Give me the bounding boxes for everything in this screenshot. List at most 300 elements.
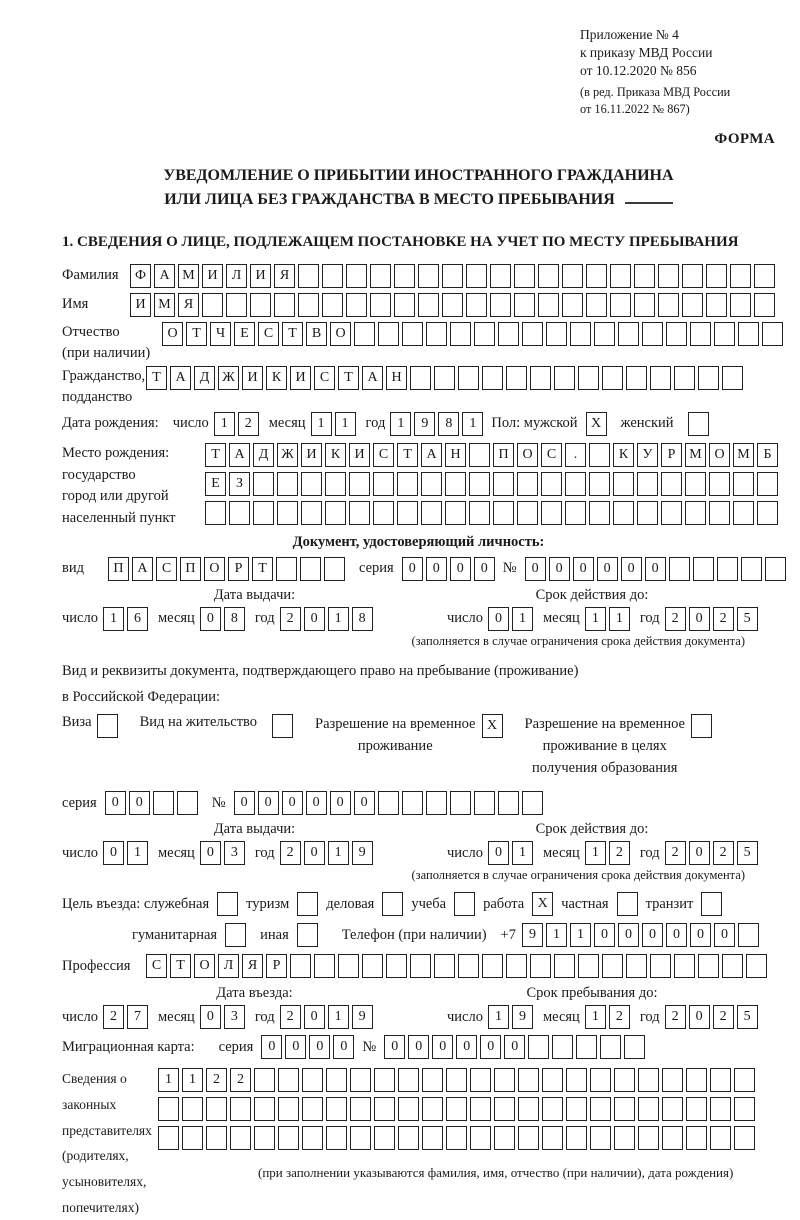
birthplace-char-cell[interactable] bbox=[541, 501, 562, 525]
birthplace-char-cell[interactable]: Н bbox=[445, 443, 466, 467]
surname-char-cell[interactable]: Ф bbox=[130, 264, 151, 288]
birth-day-cell[interactable]: 1 bbox=[214, 412, 235, 436]
surname-char-cell[interactable] bbox=[754, 264, 775, 288]
birthplace-char-cell[interactable] bbox=[325, 501, 346, 525]
representative-char-cell[interactable] bbox=[374, 1068, 395, 1092]
profession-char-cell[interactable] bbox=[410, 954, 431, 978]
representative-char-cell[interactable] bbox=[566, 1126, 587, 1150]
surname-char-cell[interactable] bbox=[466, 264, 487, 288]
purpose-private-checkbox[interactable] bbox=[617, 892, 638, 916]
residence-issue-year-cell[interactable]: 9 bbox=[352, 841, 373, 865]
citizenship-char-cell[interactable]: Т bbox=[146, 366, 167, 390]
representative-char-cell[interactable] bbox=[518, 1126, 539, 1150]
migration-number-cell[interactable]: 0 bbox=[504, 1035, 525, 1059]
surname-char-cell[interactable] bbox=[730, 264, 751, 288]
profession-char-cell[interactable]: Т bbox=[170, 954, 191, 978]
birthplace-char-cell[interactable] bbox=[349, 501, 370, 525]
birthplace-char-cell[interactable] bbox=[709, 472, 730, 496]
representative-char-cell[interactable] bbox=[542, 1097, 563, 1121]
doc-number-cell[interactable]: 0 bbox=[645, 557, 666, 581]
given-name-char-cell[interactable] bbox=[538, 293, 559, 317]
patronymic-char-cell[interactable] bbox=[666, 322, 687, 346]
residence-number-cell[interactable]: 0 bbox=[258, 791, 279, 815]
birthplace-char-cell[interactable] bbox=[541, 472, 562, 496]
residence-valid-year-cell[interactable]: 2 bbox=[665, 841, 686, 865]
given-name-char-cell[interactable] bbox=[706, 293, 727, 317]
birth-year-cell[interactable]: 1 bbox=[390, 412, 411, 436]
residence-number-cell[interactable]: 0 bbox=[234, 791, 255, 815]
doc-issue-month-cell[interactable]: 8 bbox=[224, 607, 245, 631]
representative-char-cell[interactable]: 1 bbox=[158, 1068, 179, 1092]
given-name-char-cell[interactable] bbox=[586, 293, 607, 317]
doc-valid-year-cell[interactable]: 0 bbox=[689, 607, 710, 631]
representative-char-cell[interactable] bbox=[662, 1097, 683, 1121]
migration-number-cell[interactable] bbox=[600, 1035, 621, 1059]
doc-number-cell[interactable]: 0 bbox=[621, 557, 642, 581]
given-name-char-cell[interactable] bbox=[394, 293, 415, 317]
profession-char-cell[interactable] bbox=[722, 954, 743, 978]
citizenship-char-cell[interactable]: Ж bbox=[218, 366, 239, 390]
citizenship-char-cell[interactable] bbox=[458, 366, 479, 390]
citizenship-char-cell[interactable] bbox=[530, 366, 551, 390]
representative-char-cell[interactable] bbox=[206, 1126, 227, 1150]
birthplace-char-cell[interactable] bbox=[397, 472, 418, 496]
representative-char-cell[interactable] bbox=[254, 1068, 275, 1092]
patronymic-char-cell[interactable] bbox=[354, 322, 375, 346]
residence-number-cell[interactable] bbox=[522, 791, 543, 815]
residence-number-cell[interactable] bbox=[402, 791, 423, 815]
surname-char-cell[interactable] bbox=[634, 264, 655, 288]
representative-char-cell[interactable] bbox=[686, 1068, 707, 1092]
given-name-char-cell[interactable] bbox=[610, 293, 631, 317]
surname-char-cell[interactable]: А bbox=[154, 264, 175, 288]
surname-char-cell[interactable] bbox=[658, 264, 679, 288]
residence-number-cell[interactable]: 0 bbox=[306, 791, 327, 815]
entry-year-cell[interactable]: 9 bbox=[352, 1005, 373, 1029]
purpose-work-checkbox[interactable]: X bbox=[532, 892, 553, 916]
profession-char-cell[interactable] bbox=[482, 954, 503, 978]
birthplace-char-cell[interactable] bbox=[613, 501, 634, 525]
doc-number-cell[interactable] bbox=[669, 557, 690, 581]
birth-month-cell[interactable]: 1 bbox=[335, 412, 356, 436]
birthplace-char-cell[interactable] bbox=[709, 501, 730, 525]
doc-valid-year-cell[interactable]: 2 bbox=[665, 607, 686, 631]
stay-month-cell[interactable]: 2 bbox=[609, 1005, 630, 1029]
profession-char-cell[interactable] bbox=[650, 954, 671, 978]
surname-char-cell[interactable] bbox=[586, 264, 607, 288]
given-name-char-cell[interactable] bbox=[658, 293, 679, 317]
doc-issue-year-cell[interactable]: 0 bbox=[304, 607, 325, 631]
surname-char-cell[interactable] bbox=[442, 264, 463, 288]
profession-char-cell[interactable] bbox=[554, 954, 575, 978]
migration-series-cell[interactable]: 0 bbox=[285, 1035, 306, 1059]
doc-issue-month-cell[interactable]: 0 bbox=[200, 607, 221, 631]
profession-char-cell[interactable]: Р bbox=[266, 954, 287, 978]
patronymic-char-cell[interactable] bbox=[618, 322, 639, 346]
representative-char-cell[interactable] bbox=[710, 1097, 731, 1121]
patronymic-char-cell[interactable] bbox=[546, 322, 567, 346]
residence-series-cell[interactable]: 0 bbox=[105, 791, 126, 815]
birthplace-char-cell[interactable] bbox=[349, 472, 370, 496]
phone-digit-cell[interactable]: 1 bbox=[546, 923, 567, 947]
birthplace-char-cell[interactable]: О bbox=[517, 443, 538, 467]
citizenship-char-cell[interactable] bbox=[698, 366, 719, 390]
patronymic-char-cell[interactable] bbox=[426, 322, 447, 346]
doc-issue-year-cell[interactable]: 2 bbox=[280, 607, 301, 631]
stay-month-cell[interactable]: 1 bbox=[585, 1005, 606, 1029]
birthplace-char-cell[interactable]: . bbox=[565, 443, 586, 467]
birthplace-char-cell[interactable] bbox=[517, 501, 538, 525]
migration-number-cell[interactable] bbox=[624, 1035, 645, 1059]
citizenship-char-cell[interactable] bbox=[602, 366, 623, 390]
purpose-tourism-checkbox[interactable] bbox=[297, 892, 318, 916]
residence-number-cell[interactable] bbox=[378, 791, 399, 815]
doc-valid-month-cell[interactable]: 1 bbox=[585, 607, 606, 631]
citizenship-char-cell[interactable] bbox=[722, 366, 743, 390]
representative-char-cell[interactable] bbox=[590, 1097, 611, 1121]
birthplace-char-cell[interactable] bbox=[421, 501, 442, 525]
representative-char-cell[interactable] bbox=[254, 1097, 275, 1121]
profession-char-cell[interactable] bbox=[746, 954, 767, 978]
birthplace-char-cell[interactable]: И bbox=[349, 443, 370, 467]
given-name-char-cell[interactable] bbox=[250, 293, 271, 317]
representative-char-cell[interactable]: 2 bbox=[230, 1068, 251, 1092]
migration-number-cell[interactable]: 0 bbox=[480, 1035, 501, 1059]
doc-valid-year-cell[interactable]: 5 bbox=[737, 607, 758, 631]
birthplace-char-cell[interactable]: М bbox=[733, 443, 754, 467]
migration-number-cell[interactable]: 0 bbox=[456, 1035, 477, 1059]
birthplace-char-cell[interactable] bbox=[469, 501, 490, 525]
representative-char-cell[interactable] bbox=[566, 1068, 587, 1092]
citizenship-char-cell[interactable]: А bbox=[170, 366, 191, 390]
representative-char-cell[interactable] bbox=[566, 1097, 587, 1121]
representative-char-cell[interactable] bbox=[446, 1068, 467, 1092]
birthplace-char-cell[interactable] bbox=[517, 472, 538, 496]
birthplace-char-cell[interactable] bbox=[229, 501, 250, 525]
stay-year-cell[interactable]: 5 bbox=[737, 1005, 758, 1029]
birthplace-char-cell[interactable] bbox=[637, 472, 658, 496]
patronymic-char-cell[interactable] bbox=[450, 322, 471, 346]
migration-number-cell[interactable]: 0 bbox=[408, 1035, 429, 1059]
given-name-char-cell[interactable]: М bbox=[154, 293, 175, 317]
doc-valid-day-cell[interactable]: 1 bbox=[512, 607, 533, 631]
doc-type-char-cell[interactable]: А bbox=[132, 557, 153, 581]
representative-char-cell[interactable] bbox=[734, 1097, 755, 1121]
birthplace-char-cell[interactable]: Е bbox=[205, 472, 226, 496]
representative-char-cell[interactable] bbox=[254, 1126, 275, 1150]
given-name-char-cell[interactable] bbox=[370, 293, 391, 317]
citizenship-char-cell[interactable]: С bbox=[314, 366, 335, 390]
residence-issue-month-cell[interactable]: 3 bbox=[224, 841, 245, 865]
birthplace-char-cell[interactable]: О bbox=[709, 443, 730, 467]
migration-number-cell[interactable]: 0 bbox=[432, 1035, 453, 1059]
patronymic-char-cell[interactable] bbox=[522, 322, 543, 346]
residence-valid-day-cell[interactable]: 1 bbox=[512, 841, 533, 865]
profession-char-cell[interactable] bbox=[386, 954, 407, 978]
representative-char-cell[interactable] bbox=[422, 1097, 443, 1121]
surname-char-cell[interactable] bbox=[394, 264, 415, 288]
residence-number-cell[interactable] bbox=[498, 791, 519, 815]
representative-char-cell[interactable] bbox=[446, 1126, 467, 1150]
birthplace-char-cell[interactable] bbox=[373, 501, 394, 525]
representative-char-cell[interactable] bbox=[686, 1126, 707, 1150]
doc-number-cell[interactable] bbox=[741, 557, 762, 581]
given-name-char-cell[interactable] bbox=[442, 293, 463, 317]
birthplace-char-cell[interactable]: Б bbox=[757, 443, 778, 467]
representative-char-cell[interactable] bbox=[422, 1126, 443, 1150]
profession-char-cell[interactable]: Л bbox=[218, 954, 239, 978]
patronymic-char-cell[interactable] bbox=[474, 322, 495, 346]
representative-char-cell[interactable] bbox=[158, 1126, 179, 1150]
representative-char-cell[interactable] bbox=[158, 1097, 179, 1121]
given-name-char-cell[interactable] bbox=[322, 293, 343, 317]
profession-char-cell[interactable] bbox=[314, 954, 335, 978]
representative-char-cell[interactable] bbox=[518, 1068, 539, 1092]
birthplace-char-cell[interactable]: А bbox=[229, 443, 250, 467]
residence-number-cell[interactable] bbox=[474, 791, 495, 815]
surname-char-cell[interactable] bbox=[562, 264, 583, 288]
given-name-char-cell[interactable] bbox=[682, 293, 703, 317]
doc-issue-year-cell[interactable]: 8 bbox=[352, 607, 373, 631]
residence-permit-checkbox[interactable] bbox=[272, 714, 293, 738]
representative-char-cell[interactable] bbox=[350, 1097, 371, 1121]
representative-char-cell[interactable] bbox=[590, 1068, 611, 1092]
representative-char-cell[interactable] bbox=[614, 1126, 635, 1150]
birthplace-char-cell[interactable]: Ж bbox=[277, 443, 298, 467]
patronymic-char-cell[interactable]: Е bbox=[234, 322, 255, 346]
doc-type-char-cell[interactable]: Т bbox=[252, 557, 273, 581]
birth-month-cell[interactable]: 1 bbox=[311, 412, 332, 436]
given-name-char-cell[interactable] bbox=[754, 293, 775, 317]
birthplace-char-cell[interactable] bbox=[205, 501, 226, 525]
residence-valid-day-cell[interactable]: 0 bbox=[488, 841, 509, 865]
citizenship-char-cell[interactable] bbox=[434, 366, 455, 390]
migration-number-cell[interactable] bbox=[552, 1035, 573, 1059]
birthplace-char-cell[interactable]: П bbox=[493, 443, 514, 467]
given-name-char-cell[interactable]: Я bbox=[178, 293, 199, 317]
purpose-humanitarian-checkbox[interactable] bbox=[225, 923, 246, 947]
residence-series-cell[interactable] bbox=[177, 791, 198, 815]
birthplace-char-cell[interactable]: Т bbox=[205, 443, 226, 467]
representative-char-cell[interactable] bbox=[614, 1097, 635, 1121]
birthplace-char-cell[interactable] bbox=[493, 472, 514, 496]
representative-char-cell[interactable] bbox=[638, 1126, 659, 1150]
birthplace-char-cell[interactable] bbox=[589, 443, 610, 467]
given-name-char-cell[interactable] bbox=[298, 293, 319, 317]
patronymic-char-cell[interactable] bbox=[714, 322, 735, 346]
citizenship-char-cell[interactable]: Т bbox=[338, 366, 359, 390]
doc-issue-day-cell[interactable]: 1 bbox=[103, 607, 124, 631]
migration-series-cell[interactable]: 0 bbox=[333, 1035, 354, 1059]
phone-digit-cell[interactable]: 9 bbox=[522, 923, 543, 947]
residence-issue-year-cell[interactable]: 2 bbox=[280, 841, 301, 865]
patronymic-char-cell[interactable] bbox=[762, 322, 783, 346]
doc-series-cell[interactable]: 0 bbox=[402, 557, 423, 581]
representative-char-cell[interactable] bbox=[734, 1068, 755, 1092]
stay-day-cell[interactable]: 1 bbox=[488, 1005, 509, 1029]
phone-digit-cell[interactable]: 0 bbox=[666, 923, 687, 947]
birthplace-char-cell[interactable]: З bbox=[229, 472, 250, 496]
representative-char-cell[interactable] bbox=[278, 1097, 299, 1121]
citizenship-char-cell[interactable]: И bbox=[242, 366, 263, 390]
doc-type-char-cell[interactable]: П bbox=[180, 557, 201, 581]
representative-char-cell[interactable] bbox=[638, 1068, 659, 1092]
profession-char-cell[interactable] bbox=[602, 954, 623, 978]
representative-char-cell[interactable] bbox=[542, 1068, 563, 1092]
given-name-char-cell[interactable] bbox=[274, 293, 295, 317]
doc-number-cell[interactable] bbox=[693, 557, 714, 581]
birthplace-char-cell[interactable]: Р bbox=[661, 443, 682, 467]
surname-char-cell[interactable]: И bbox=[250, 264, 271, 288]
birthplace-char-cell[interactable] bbox=[469, 472, 490, 496]
surname-char-cell[interactable] bbox=[346, 264, 367, 288]
representative-char-cell[interactable] bbox=[302, 1097, 323, 1121]
birthplace-char-cell[interactable] bbox=[277, 472, 298, 496]
given-name-char-cell[interactable] bbox=[490, 293, 511, 317]
purpose-other-checkbox[interactable] bbox=[297, 923, 318, 947]
migration-number-cell[interactable] bbox=[576, 1035, 597, 1059]
birthplace-char-cell[interactable]: И bbox=[301, 443, 322, 467]
profession-char-cell[interactable] bbox=[506, 954, 527, 978]
citizenship-char-cell[interactable] bbox=[554, 366, 575, 390]
patronymic-char-cell[interactable] bbox=[690, 322, 711, 346]
patronymic-char-cell[interactable]: О bbox=[330, 322, 351, 346]
profession-char-cell[interactable] bbox=[362, 954, 383, 978]
surname-char-cell[interactable] bbox=[298, 264, 319, 288]
representative-char-cell[interactable] bbox=[302, 1126, 323, 1150]
birthplace-char-cell[interactable] bbox=[397, 501, 418, 525]
surname-char-cell[interactable] bbox=[514, 264, 535, 288]
sex-male-checkbox[interactable]: X bbox=[586, 412, 607, 436]
patronymic-char-cell[interactable] bbox=[642, 322, 663, 346]
edu-permit-checkbox[interactable] bbox=[691, 714, 712, 738]
profession-char-cell[interactable] bbox=[626, 954, 647, 978]
representative-char-cell[interactable] bbox=[302, 1068, 323, 1092]
birthplace-char-cell[interactable] bbox=[301, 501, 322, 525]
phone-digit-cell[interactable]: 0 bbox=[642, 923, 663, 947]
patronymic-char-cell[interactable]: В bbox=[306, 322, 327, 346]
phone-digit-cell[interactable]: 0 bbox=[690, 923, 711, 947]
entry-year-cell[interactable]: 1 bbox=[328, 1005, 349, 1029]
residence-valid-month-cell[interactable]: 2 bbox=[609, 841, 630, 865]
birthplace-char-cell[interactable] bbox=[565, 472, 586, 496]
doc-number-cell[interactable]: 0 bbox=[573, 557, 594, 581]
representative-char-cell[interactable] bbox=[470, 1126, 491, 1150]
entry-month-cell[interactable]: 3 bbox=[224, 1005, 245, 1029]
phone-digit-cell[interactable]: 0 bbox=[618, 923, 639, 947]
birthplace-char-cell[interactable] bbox=[733, 472, 754, 496]
given-name-char-cell[interactable] bbox=[226, 293, 247, 317]
birthplace-char-cell[interactable]: М bbox=[685, 443, 706, 467]
entry-day-cell[interactable]: 7 bbox=[127, 1005, 148, 1029]
citizenship-char-cell[interactable]: К bbox=[266, 366, 287, 390]
birthplace-char-cell[interactable] bbox=[757, 472, 778, 496]
given-name-char-cell[interactable] bbox=[202, 293, 223, 317]
residence-issue-year-cell[interactable]: 1 bbox=[328, 841, 349, 865]
residence-number-cell[interactable] bbox=[450, 791, 471, 815]
birthplace-char-cell[interactable] bbox=[685, 472, 706, 496]
surname-char-cell[interactable] bbox=[706, 264, 727, 288]
surname-char-cell[interactable] bbox=[322, 264, 343, 288]
birthplace-char-cell[interactable] bbox=[277, 501, 298, 525]
doc-type-char-cell[interactable]: Р bbox=[228, 557, 249, 581]
birthplace-char-cell[interactable] bbox=[421, 472, 442, 496]
given-name-char-cell[interactable]: И bbox=[130, 293, 151, 317]
birthplace-char-cell[interactable] bbox=[733, 501, 754, 525]
citizenship-char-cell[interactable] bbox=[650, 366, 671, 390]
birth-year-cell[interactable]: 8 bbox=[438, 412, 459, 436]
residence-series-cell[interactable]: 0 bbox=[129, 791, 150, 815]
profession-char-cell[interactable] bbox=[458, 954, 479, 978]
profession-char-cell[interactable] bbox=[674, 954, 695, 978]
representative-char-cell[interactable] bbox=[686, 1097, 707, 1121]
stay-year-cell[interactable]: 2 bbox=[665, 1005, 686, 1029]
profession-char-cell[interactable]: Я bbox=[242, 954, 263, 978]
representative-char-cell[interactable]: 2 bbox=[206, 1068, 227, 1092]
migration-series-cell[interactable]: 0 bbox=[309, 1035, 330, 1059]
doc-type-char-cell[interactable] bbox=[300, 557, 321, 581]
residence-number-cell[interactable] bbox=[426, 791, 447, 815]
doc-series-cell[interactable]: 0 bbox=[450, 557, 471, 581]
residence-number-cell[interactable]: 0 bbox=[330, 791, 351, 815]
birthplace-char-cell[interactable] bbox=[253, 472, 274, 496]
doc-issue-day-cell[interactable]: 6 bbox=[127, 607, 148, 631]
birth-year-cell[interactable]: 1 bbox=[462, 412, 483, 436]
representative-char-cell[interactable] bbox=[734, 1126, 755, 1150]
birthplace-char-cell[interactable] bbox=[445, 472, 466, 496]
citizenship-char-cell[interactable]: Д bbox=[194, 366, 215, 390]
surname-char-cell[interactable]: М bbox=[178, 264, 199, 288]
representative-char-cell[interactable] bbox=[494, 1068, 515, 1092]
birthplace-char-cell[interactable] bbox=[469, 443, 490, 467]
patronymic-char-cell[interactable]: О bbox=[162, 322, 183, 346]
representative-char-cell[interactable] bbox=[494, 1097, 515, 1121]
doc-number-cell[interactable]: 0 bbox=[525, 557, 546, 581]
birth-day-cell[interactable]: 2 bbox=[238, 412, 259, 436]
entry-year-cell[interactable]: 0 bbox=[304, 1005, 325, 1029]
doc-issue-year-cell[interactable]: 1 bbox=[328, 607, 349, 631]
given-name-char-cell[interactable] bbox=[730, 293, 751, 317]
representative-char-cell[interactable] bbox=[326, 1068, 347, 1092]
surname-char-cell[interactable]: Я bbox=[274, 264, 295, 288]
representative-char-cell[interactable] bbox=[422, 1068, 443, 1092]
representative-char-cell[interactable] bbox=[446, 1097, 467, 1121]
citizenship-char-cell[interactable]: И bbox=[290, 366, 311, 390]
representative-char-cell[interactable] bbox=[206, 1097, 227, 1121]
patronymic-char-cell[interactable]: Ч bbox=[210, 322, 231, 346]
stay-year-cell[interactable]: 0 bbox=[689, 1005, 710, 1029]
temp-permit-checkbox[interactable]: X bbox=[482, 714, 503, 738]
representative-char-cell[interactable] bbox=[278, 1126, 299, 1150]
given-name-char-cell[interactable] bbox=[418, 293, 439, 317]
profession-char-cell[interactable] bbox=[434, 954, 455, 978]
sex-female-checkbox[interactable] bbox=[688, 412, 709, 436]
doc-type-char-cell[interactable] bbox=[324, 557, 345, 581]
birthplace-char-cell[interactable]: Д bbox=[253, 443, 274, 467]
citizenship-char-cell[interactable]: Н bbox=[386, 366, 407, 390]
doc-valid-year-cell[interactable]: 2 bbox=[713, 607, 734, 631]
migration-series-cell[interactable]: 0 bbox=[261, 1035, 282, 1059]
profession-char-cell[interactable]: О bbox=[194, 954, 215, 978]
entry-year-cell[interactable]: 2 bbox=[280, 1005, 301, 1029]
doc-type-char-cell[interactable] bbox=[276, 557, 297, 581]
representative-char-cell[interactable] bbox=[398, 1068, 419, 1092]
representative-char-cell[interactable] bbox=[326, 1097, 347, 1121]
residence-issue-day-cell[interactable]: 0 bbox=[103, 841, 124, 865]
birthplace-char-cell[interactable]: К bbox=[325, 443, 346, 467]
purpose-business-checkbox[interactable] bbox=[382, 892, 403, 916]
profession-char-cell[interactable]: С bbox=[146, 954, 167, 978]
